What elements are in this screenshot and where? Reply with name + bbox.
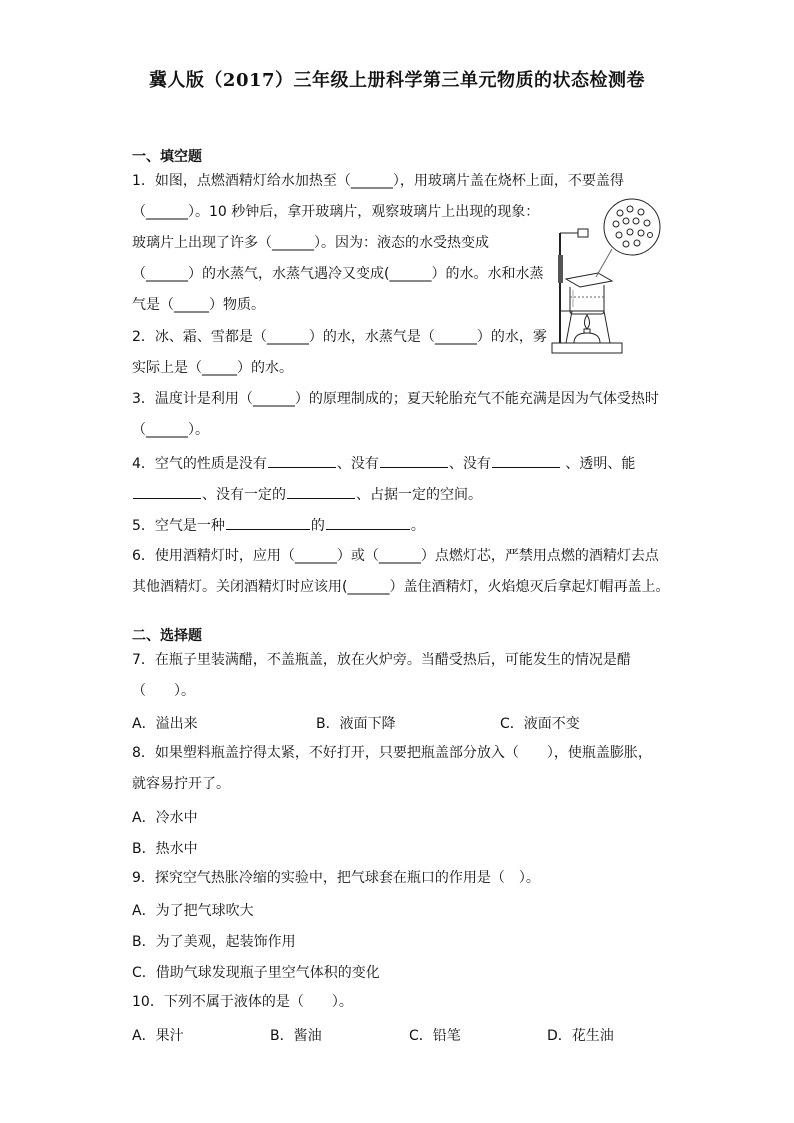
- q4-text-b: 、没有: [336, 456, 379, 472]
- q8-option-b[interactable]: B．热水中: [132, 841, 198, 857]
- q9-line: 9．探究空气热胀冷缩的实验中，把气球套在瓶口的作用是（ ）。: [132, 870, 540, 886]
- q7-option-c[interactable]: C．液面不变: [500, 716, 580, 732]
- q1-line-4: （______）的水蒸气，水蒸气遇冷又变成(______）的水。水和水蒸: [132, 266, 544, 282]
- heating-experiment-figure: [546, 193, 668, 363]
- q10-option-a[interactable]: A．果汁: [132, 1028, 184, 1044]
- q4-line-1: [132, 453, 635, 473]
- q7-option-a[interactable]: A．溢出来: [132, 716, 198, 732]
- answer-blank[interactable]: [133, 484, 201, 499]
- q7-line-2: （ ）。: [132, 683, 195, 699]
- q8-option-a[interactable]: A．冷水中: [132, 810, 198, 826]
- q2-line-1: 2．冰、霜、雪都是（______）的水，水蒸气是（______）的水，雾: [132, 329, 547, 345]
- q1-line-5: 气是（_____）物质。: [132, 297, 265, 313]
- q4-text-f: 、没有一定的: [202, 487, 286, 503]
- q8-line-2: 就容易拧开了。: [132, 776, 230, 792]
- q10-option-d[interactable]: D．花生油: [547, 1028, 614, 1044]
- section-fill-blank-heading: 一、填空题: [132, 149, 202, 165]
- q1-line-3: 玻璃片上出现了许多（______）。因为：液态的水受热变成: [132, 235, 489, 251]
- q4-text-a: 4．空气的性质是没有: [132, 456, 267, 472]
- q7-line-1: 7．在瓶子里装满醋，不盖瓶盖，放在火炉旁。当醋受热后，可能发生的情况是醋: [132, 652, 631, 668]
- answer-blank[interactable]: [268, 453, 336, 468]
- q4-text-g: 、占据一定的空间。: [356, 487, 482, 503]
- q5-text-c: 。: [410, 518, 425, 534]
- q3-line-1: 3．温度计是利用（______）的原理制成的；夏天轮胎充气不能充满是因为气体受热时: [132, 391, 659, 407]
- page-title: 冀人版（2017）三年级上册科学第三单元物质的状态检测卷: [148, 70, 646, 91]
- q10-line: 10．下列不属于液体的是（ ）。: [132, 994, 353, 1010]
- q9-option-b[interactable]: B．为了美观，起装饰作用: [132, 934, 296, 950]
- answer-blank[interactable]: [492, 453, 560, 468]
- q5-text-b: 的: [310, 518, 325, 534]
- q1-line-1: 1．如图，点燃酒精灯给水加热至（______），用玻璃片盖在烧杯上面，不要盖得: [132, 173, 624, 189]
- q5-text-a: 5．空气是一种: [132, 518, 225, 534]
- q1-line-2: （______）。10 秒钟后，拿开玻璃片，观察玻璃片上出现的现象：: [132, 204, 540, 220]
- answer-blank[interactable]: [326, 515, 410, 530]
- answer-blank[interactable]: [287, 484, 355, 499]
- q10-option-b[interactable]: B．酱油: [270, 1028, 322, 1044]
- q5-line: [132, 515, 425, 535]
- q3-line-2: （______）。: [132, 422, 209, 438]
- section-choice-heading: 二、选择题: [132, 628, 202, 644]
- q6-line-1: 6．使用酒精灯时，应用（______）或（______）点燃灯芯，严禁用点燃的酒精灯去点: [132, 548, 659, 564]
- q6-line-2: 其他酒精灯。关闭酒精灯时应该用(______）盖住酒精灯，火焰熄灭后拿起灯帽再盖上。: [132, 579, 670, 595]
- stand-base: [552, 343, 622, 353]
- q7-option-b[interactable]: B．液面下降: [316, 716, 396, 732]
- q9-option-c[interactable]: C．借助气球发现瓶子里空气体积的变化: [132, 965, 380, 981]
- q9-option-a[interactable]: A．为了把气球吹大: [132, 903, 254, 919]
- answer-blank[interactable]: [226, 515, 310, 530]
- q4-text-d: 、透明、能: [560, 456, 636, 472]
- q10-option-c[interactable]: C．铅笔: [409, 1028, 461, 1044]
- answer-blank[interactable]: [380, 453, 448, 468]
- q8-line-1: 8．如果塑料瓶盖拧得太紧，不好打开，只要把瓶盖部分放入（ ），使瓶盖膨胀，: [132, 745, 652, 761]
- q4-line-2: [132, 484, 482, 504]
- q4-text-c: 、没有: [448, 456, 491, 472]
- q2-line-2: 实际上是（_____）的水。: [132, 360, 293, 376]
